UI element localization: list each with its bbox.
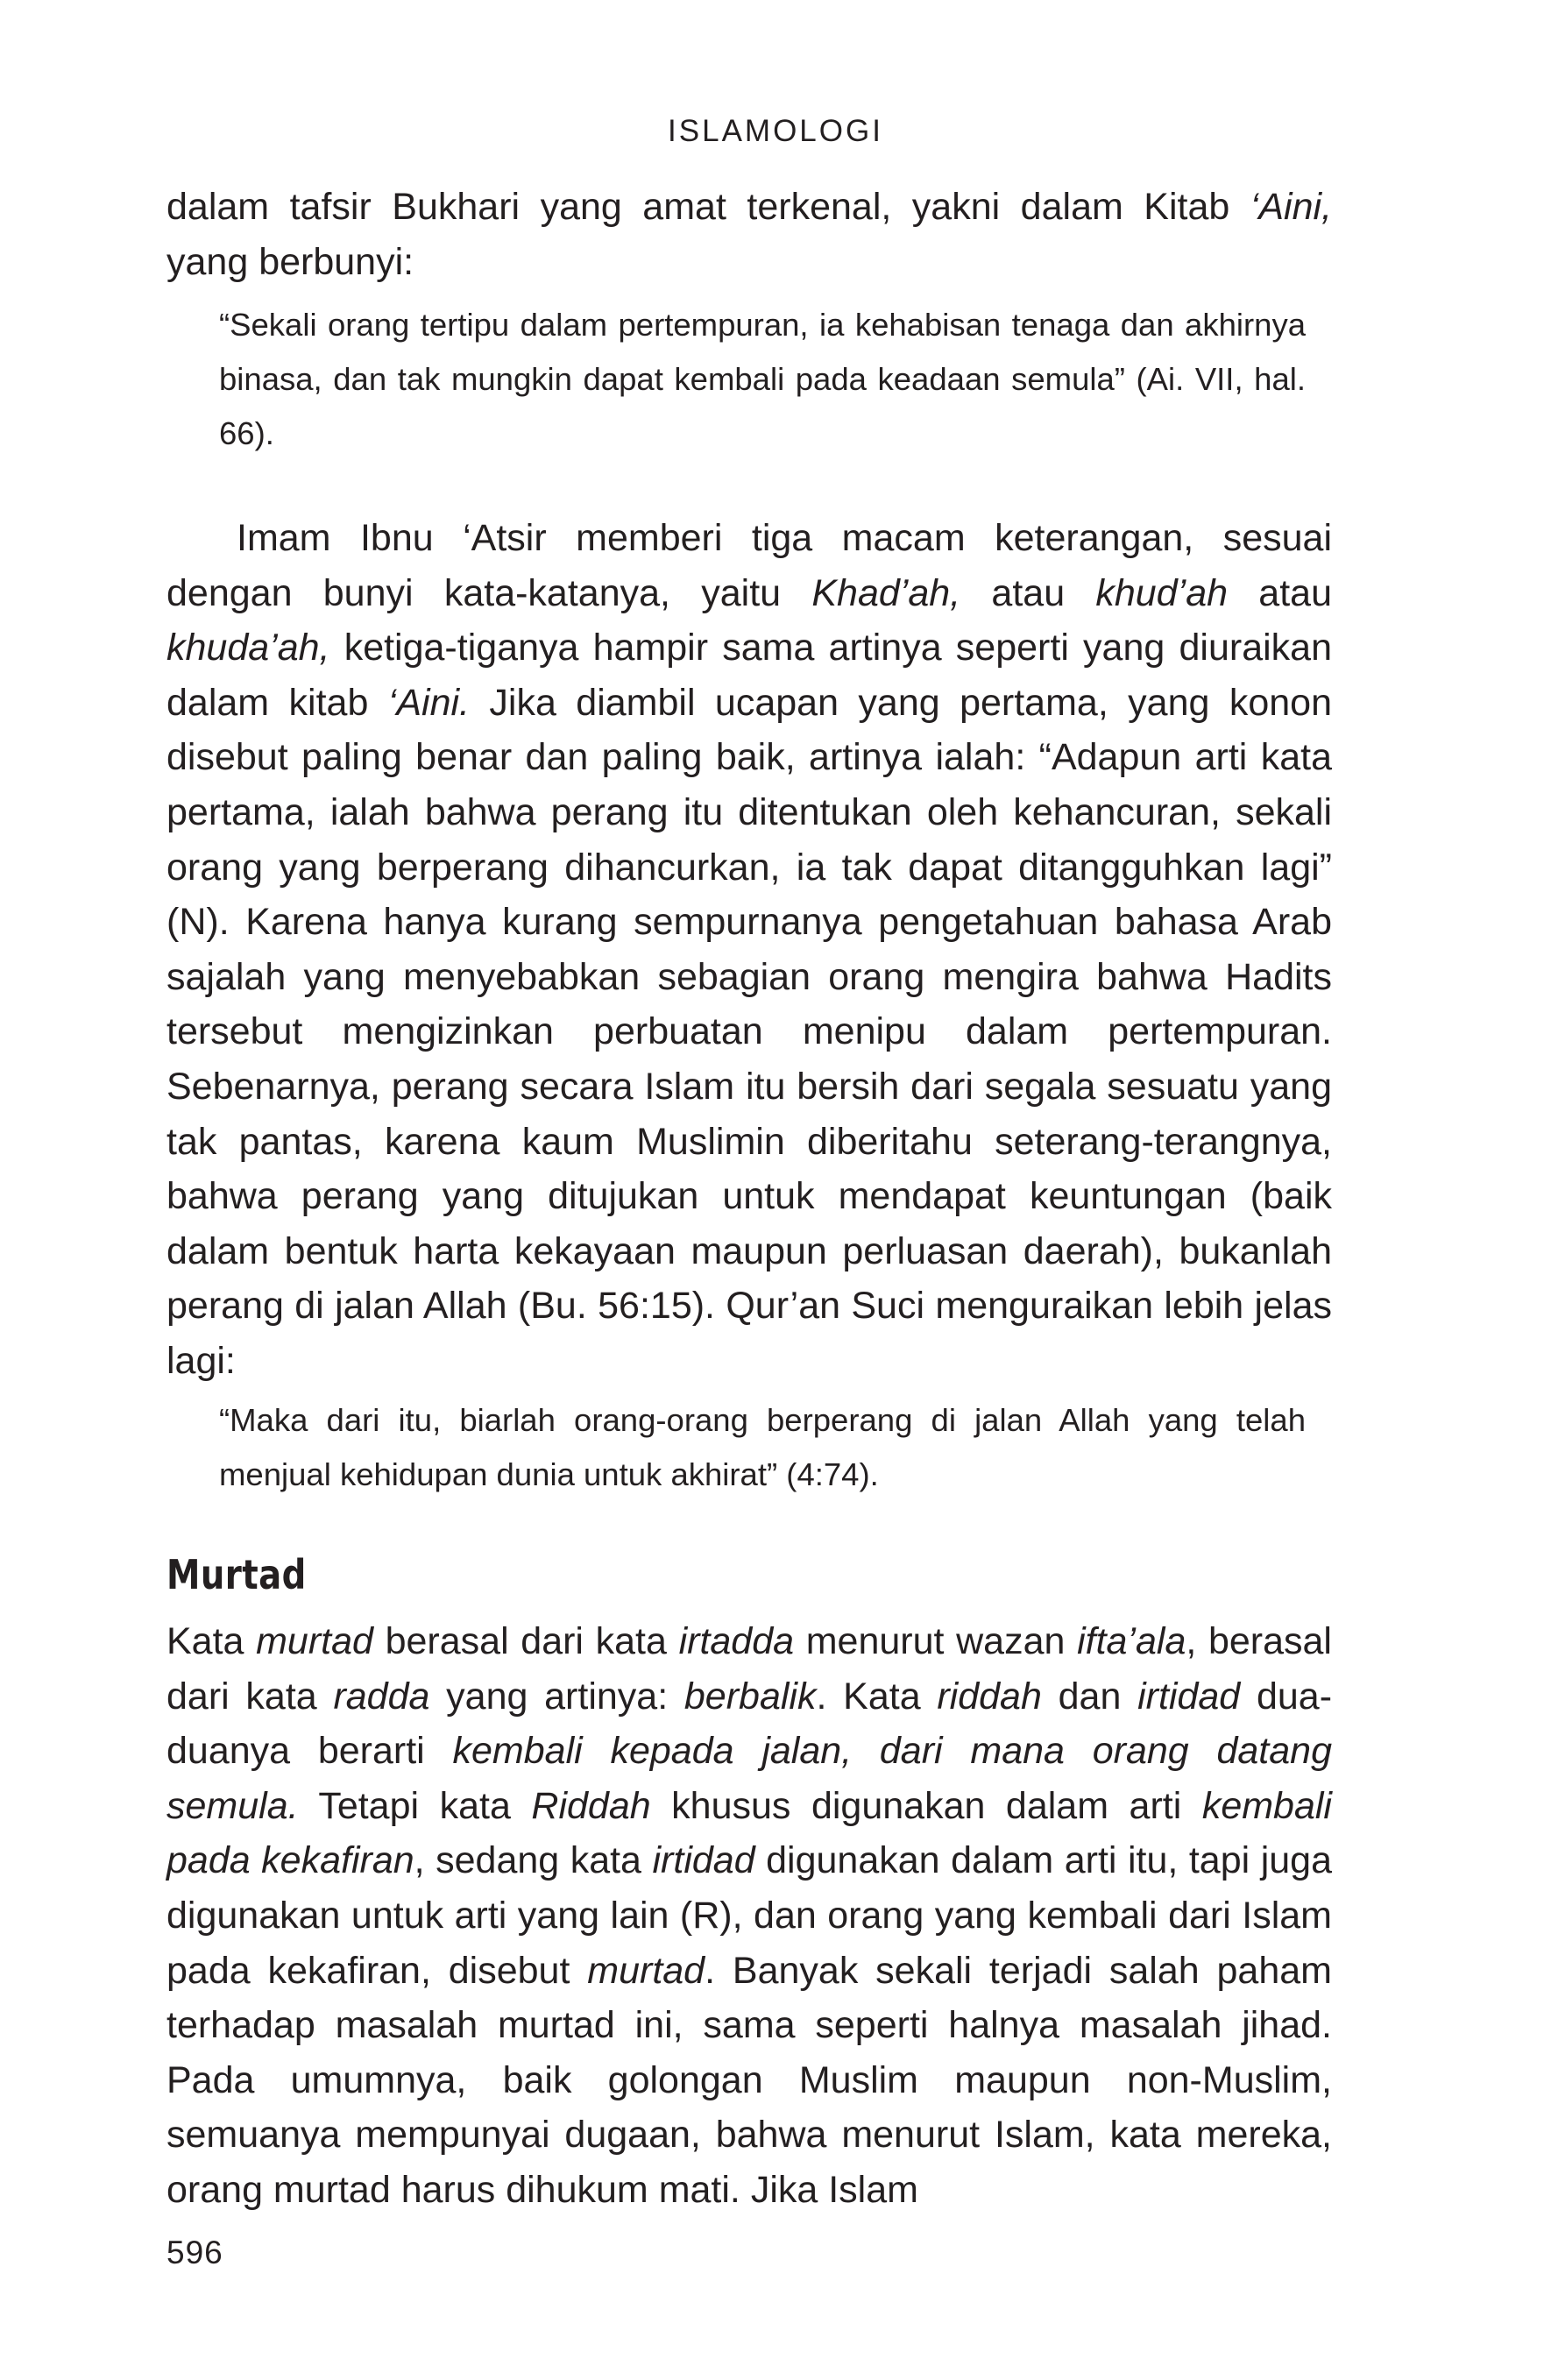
text-run: ketiga-tiganya hampir sama artinya seperti yang diuraikan dalam kitab — [166, 627, 1332, 724]
italic-run: kembali kepada jalan, dari mana orang datang semula. — [166, 1730, 1332, 1827]
text-run: Imam Ibnu ‘Atsir memberi tiga macam keterangan, sesuai dengan bunyi kata-katanya, yaitu — [166, 517, 1332, 614]
text-run: yang berbunyi: — [166, 240, 414, 283]
paragraph-2 — [166, 511, 1332, 1389]
italic-run: Khad’ah, — [811, 571, 961, 614]
text-run: . Kata — [816, 1675, 938, 1718]
italic-run: murtad — [256, 1620, 373, 1662]
text-run: Tetapi kata — [298, 1784, 532, 1827]
text-run: atau — [960, 571, 1096, 614]
italic-run: ‘Aini. — [387, 681, 470, 724]
paragraph-3 — [166, 1614, 1332, 2218]
block-quote-2-text: “Maka dari itu, biarlah orang-orang berperang di jalan Allah yang telah menjual kehidupan dunia untuk akhirat” (4:74). — [219, 1402, 1306, 1492]
section-heading-text: Murtad — [166, 1551, 307, 1598]
italic-run: Riddah — [531, 1784, 651, 1827]
paragraph-2-text — [166, 511, 1332, 1389]
italic-run: kembali pada kekafiran — [166, 1784, 1332, 1882]
italic-run: radda — [333, 1675, 430, 1718]
block-quote-2 — [166, 1393, 1332, 1502]
italic-run: ifta’ala — [1077, 1620, 1186, 1662]
text-run: dan — [1041, 1675, 1138, 1718]
paragraph-3-text — [166, 1614, 1332, 2218]
section-heading — [166, 1551, 1332, 1598]
text-run: yang artinya: — [429, 1675, 684, 1718]
italic-run: khud’ah — [1095, 571, 1229, 614]
text-run: Jika diambil ucapan yang pertama, yang konon disebut paling benar dan paling baik, artinya ialah: “Adapun arti kata pertama, ialah bahwa perang itu ditentukan oleh kehancuran, sekali orang yang berperang dihancurkan, ia tak dapat ditangguhkan lagi” (N). Karena hanya kurang sempurnanya pengetahuan bahasa Arab sajalah yang menyebabkan sebagian orang mengira bahwa Hadits tersebut mengizinkan perbuatan menipu dalam pertempuran. Sebenarnya, perang secara Islam itu bersih dari segala sesuatu yang tak pantas, karena kaum Muslimin diberitahu seterang-terangnya, bahwa perang yang ditujukan untuk mendapat keuntungan (baik dalam bentuk harta kekayaan maupun perluasan daerah), bukanlah perang di jalan Allah (Bu. 56:15). Qur’an Suci menguraikan lebih jelas lagi: — [166, 681, 1332, 1382]
text-run: atau — [1228, 571, 1332, 614]
page-number: 596 — [166, 2235, 223, 2270]
italic-run: irtidad — [1137, 1675, 1241, 1718]
text-run: dua-duanya berarti — [166, 1675, 1333, 1773]
text-run: digunakan dalam arti itu, tapi juga digunakan untuk arti yang lain (R), dan orang yang kembali dari Islam pada kekafiran, disebut — [166, 1839, 1332, 1992]
italic-run: murtad — [587, 1949, 705, 1992]
paragraph-1 — [166, 180, 1332, 289]
italic-run: berbalik — [683, 1675, 817, 1718]
text-run: menurut wazan — [794, 1620, 1078, 1662]
italic-run: irtadda — [678, 1620, 795, 1662]
italic-run: ‘Aini, — [1250, 186, 1332, 228]
text-run: khusus digunakan dalam arti — [650, 1784, 1202, 1827]
italic-run: khuda’ah, — [166, 627, 330, 669]
italic-run: irtidad — [652, 1839, 755, 1882]
paragraph-1-text — [166, 180, 1332, 289]
text-run: berasal dari kata — [372, 1620, 679, 1662]
italic-run: riddah — [937, 1675, 1042, 1718]
text-run: Kata — [166, 1620, 257, 1662]
text-run: dalam tafsir Bukhari yang amat terkenal, yakni dalam Kitab — [166, 186, 1250, 228]
text-run: , berasal dari kata — [166, 1620, 1332, 1718]
block-quote-1-text: “Sekali orang tertipu dalam pertempuran, ia kehabisan tenaga dan akhirnya binasa, dan tak mungkin dapat kembali pada keadaan semula” (Ai. VII, hal. 66). — [219, 307, 1306, 451]
running-header: ISLAMOLOGI — [668, 114, 883, 148]
text-run: . Banyak sekali terjadi salah paham terhadap masalah murtad ini, sama seperti halnya masalah jihad. Pada umumnya, baik golongan Muslim maupun non-Muslim, semuanya mempunyai dugaan, bahwa menurut Islam, kata mereka, orang murtad harus dihukum mati. Jika Islam — [166, 1949, 1332, 2211]
block-quote-1 — [166, 298, 1332, 461]
text-run: , sedang kata — [414, 1839, 653, 1882]
